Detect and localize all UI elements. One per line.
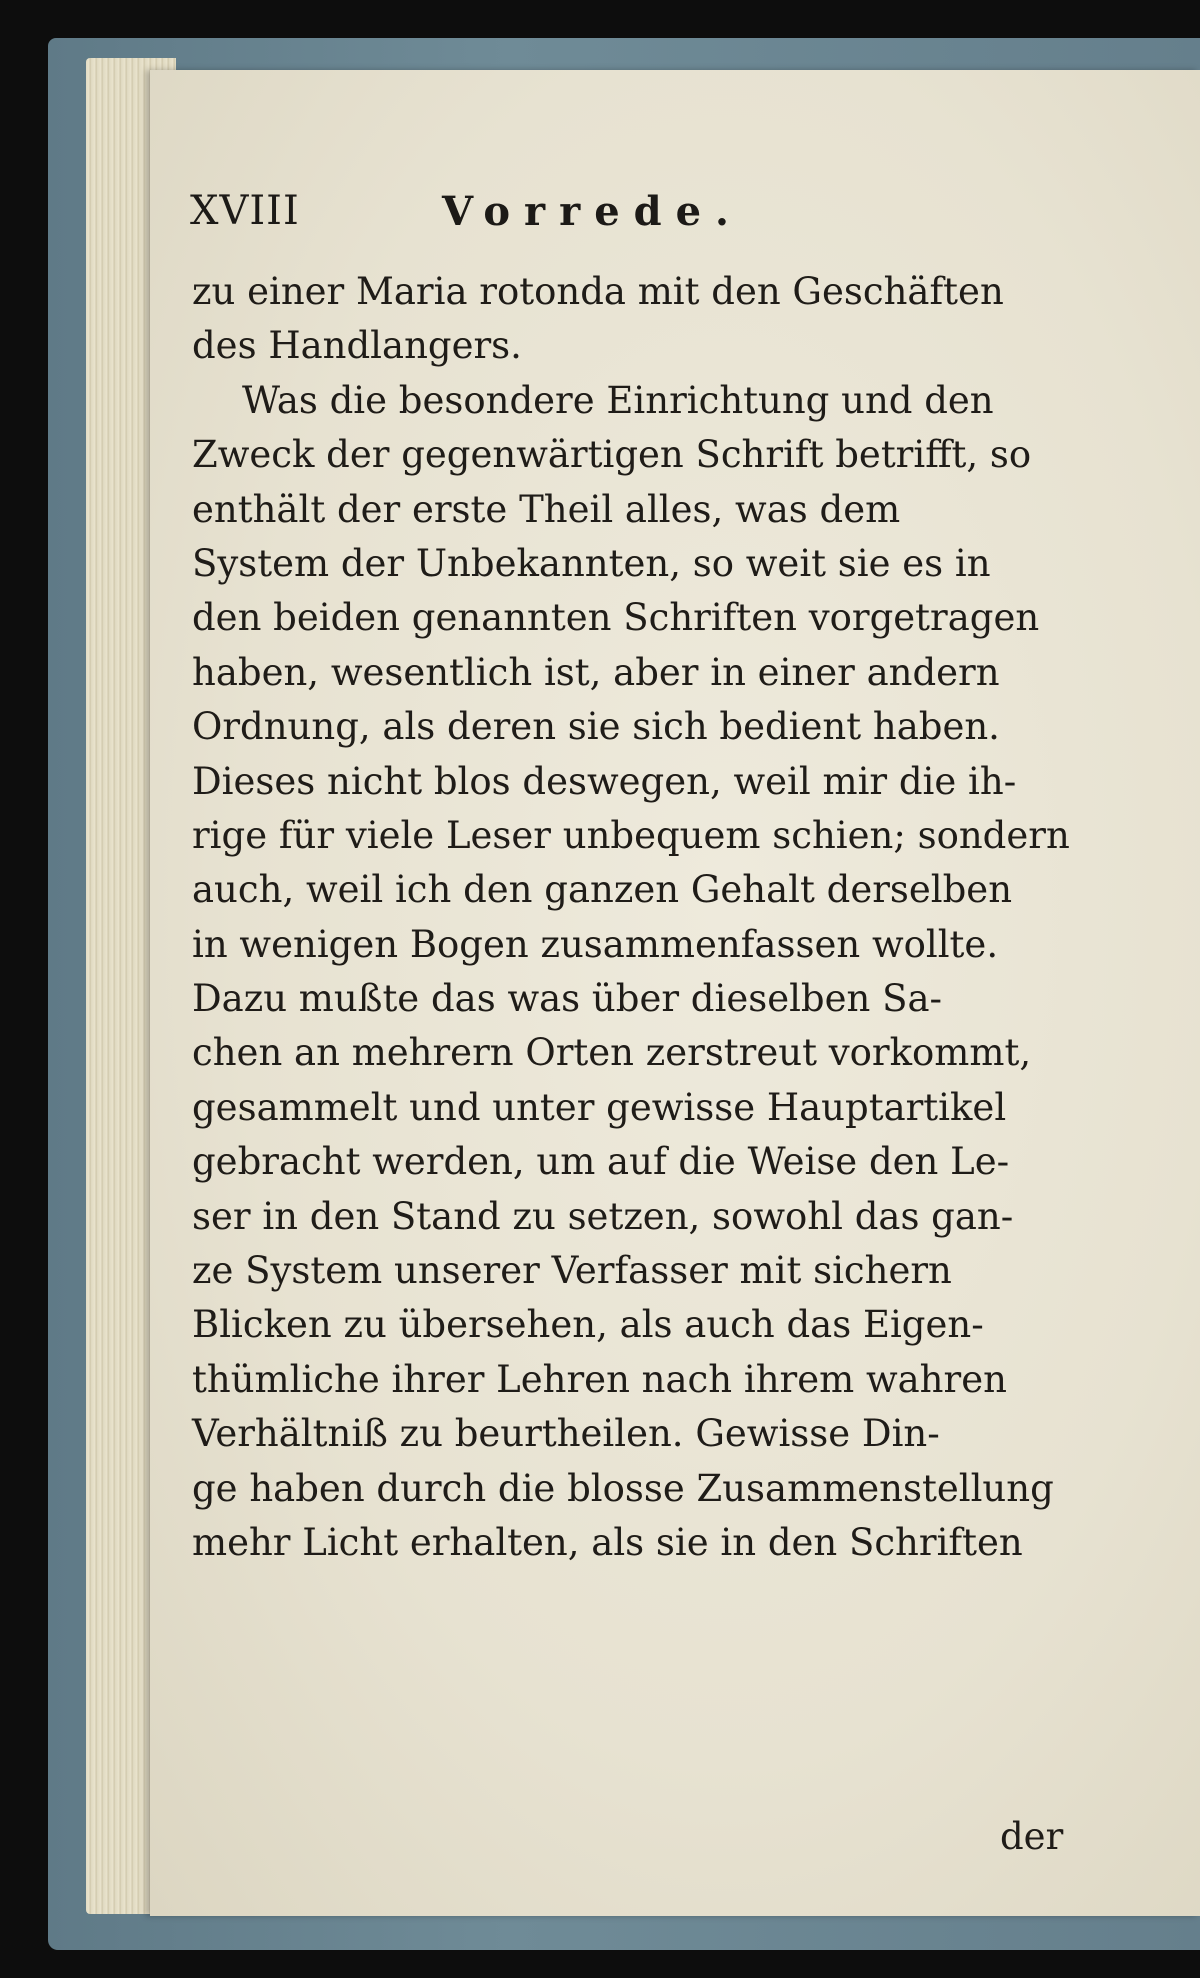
- text-line: thümliche ihrer Lehren nach ihrem wahren: [192, 1357, 1007, 1401]
- text-line: des Handlangers.: [192, 324, 522, 368]
- text-line: gebracht werden, um auf die Weise den Le-: [192, 1140, 1010, 1184]
- text-line: Zweck der gegenwärtigen Schrift betrifft, so: [192, 433, 1032, 477]
- body-text: [192, 265, 1102, 1570]
- text-line: mehr Licht erhalten, als sie in den Schriften: [192, 1520, 1023, 1564]
- catchword: der: [1000, 1815, 1064, 1858]
- text-line: ser in den Stand zu setzen, sowohl das gan-: [192, 1194, 1014, 1238]
- text-line: System der Unbekannten, so weit sie es in: [192, 541, 991, 585]
- text-line: den beiden genannten Schriften vorgetragen: [192, 596, 1040, 640]
- page-number: XVIII: [190, 188, 300, 234]
- text-line: Ordnung, als deren sie sich bedient haben.: [192, 705, 1000, 749]
- text-line: ze System unserer Verfasser mit sichern: [192, 1249, 952, 1293]
- page-header: [190, 188, 870, 258]
- text-line: zu einer Maria rotonda mit den Geschäften: [192, 270, 1004, 313]
- text-line: Was die besondere Einrichtung und den: [242, 378, 994, 422]
- text-line: auch, weil ich den ganzen Gehalt derselben: [192, 868, 1013, 912]
- text-line: chen an mehrern Orten zerstreut vorkommt,: [192, 1031, 1032, 1075]
- text-line: Dazu mußte das was über dieselben Sa-: [192, 977, 943, 1021]
- text-line: enthält der erste Theil alles, was dem: [192, 487, 901, 531]
- text-line: ge haben durch die blosse Zusammenstellung: [192, 1466, 1054, 1510]
- text-line: Blicken zu übersehen, als auch das Eigen-: [192, 1303, 984, 1347]
- text-line: rige für viele Leser unbequem schien; sondern: [192, 813, 1070, 857]
- running-title: Vorrede.: [442, 188, 743, 235]
- text-line: haben, wesentlich ist, aber in einer andern: [192, 650, 1000, 694]
- text-line: Verhältniß zu beurtheilen. Gewisse Din-: [192, 1412, 940, 1456]
- text-line: in wenigen Bogen zusammenfassen wollte.: [192, 922, 999, 966]
- text-line: gesammelt und unter gewisse Hauptartikel: [192, 1085, 1007, 1129]
- text-line: Dieses nicht blos deswegen, weil mir die ih-: [192, 759, 1017, 803]
